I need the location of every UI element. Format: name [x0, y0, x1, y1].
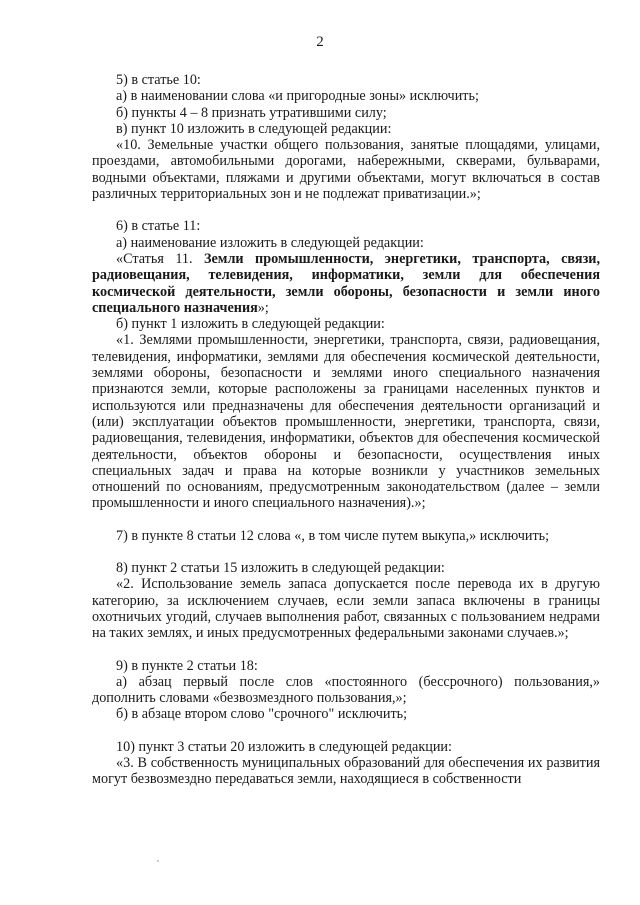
paragraph: б) пункт 1 изложить в следующей редакции:	[116, 316, 385, 333]
paragraph: 9) в пункте 2 статьи 18:	[116, 657, 258, 674]
paragraph: «2. Использование земель запаса допускается после перевода их в другую категорию, за исключением случаев, если земли запаса включены в границы охотничьих угодий, случаев выполнения работ, связанных с пользованием недрами на таких землях, и иных предусмотренных федеральными законами случаев.»;	[92, 576, 600, 642]
paragraph: 5) в статье 10:	[116, 72, 201, 88]
paragraph: 10) пункт 3 статьи 20 изложить в следующей редакции:	[116, 738, 452, 755]
paragraph: а) наименование изложить в следующей редакции:	[116, 234, 424, 251]
scan-speck	[157, 860, 159, 862]
paragraph	[92, 251, 600, 316]
paragraph: «1. Землями промышленности, энергетики, транспорта, связи, радиовещания, телевидения, информатики, землями для обеспечения космической деятельности, землями обороны, безопасности и землями иного специального назначения признаются земли, которые расположены за границами населенных пунктов и используются или предназначены для обеспечения деятельности организаций и (или) эксплуатации объектов промышленности, энергетики, транспорта, связи, радиовещания, телевидения, информатики, объектов для обеспечения космической деятельности, объектов обороны и безопасности, осуществления иных специальных задач и права на которые возникли у участников земельных отношений по основаниям, предусмотренным законодательством (далее – земли промышленности и иного специального назначения).»;	[92, 332, 600, 512]
paragraph: б) в абзаце втором слово "срочного" исключить;	[116, 706, 408, 723]
paragraph-spacer	[92, 202, 600, 218]
paragraph: 6) в статье 11:	[116, 218, 201, 235]
paragraph: в) пункт 10 изложить в следующей редакции:	[116, 120, 392, 137]
paragraph: а) в наименовании слова «и пригородные зоны» исключить;	[116, 88, 479, 105]
paragraph: «10. Земельные участки общего пользования, занятые площадями, улицами, проездами, автомобильными дорогами, набережными, скверами, бульварами, водными объектами, пляжами и другими объектами, могут включаться в состав различных территориальных зон и не подлежат приватизации.»;	[92, 137, 600, 203]
paragraph-spacer	[92, 723, 600, 739]
paragraph: б) пункты 4 – 8 признать утратившими силу;	[116, 104, 387, 121]
paragraph-text: »;	[257, 299, 269, 316]
paragraph-spacer	[92, 544, 600, 560]
paragraph: «3. В собственность муниципальных образований для обеспечения их развития могут безвозмездно передаваться земли, находящиеся в собственности	[92, 754, 600, 788]
paragraph: 8) пункт 2 статьи 15 изложить в следующей редакции:	[116, 560, 445, 577]
paragraph: а) абзац первый после слов «постоянного (бессрочного) пользования,» дополнить словами «безвозмездного пользования,»;	[92, 673, 600, 707]
document-body	[92, 72, 600, 788]
paragraph-spacer	[92, 512, 600, 528]
article-title-bold: Земли промышленности, энергетики, транспорта, связи, радиовещания, телевидения, информатики, земли для обеспечения космической деятельности, земли обороны, безопасности и земли иного специального назначения	[92, 250, 601, 316]
page-number: 2	[316, 34, 324, 50]
paragraph: 7) в пункте 8 статьи 12 слова «, в том числе путем выкупа,» исключить;	[116, 527, 550, 544]
paragraph-text: «Статья 11.	[116, 250, 204, 267]
paragraph-spacer	[92, 642, 600, 658]
